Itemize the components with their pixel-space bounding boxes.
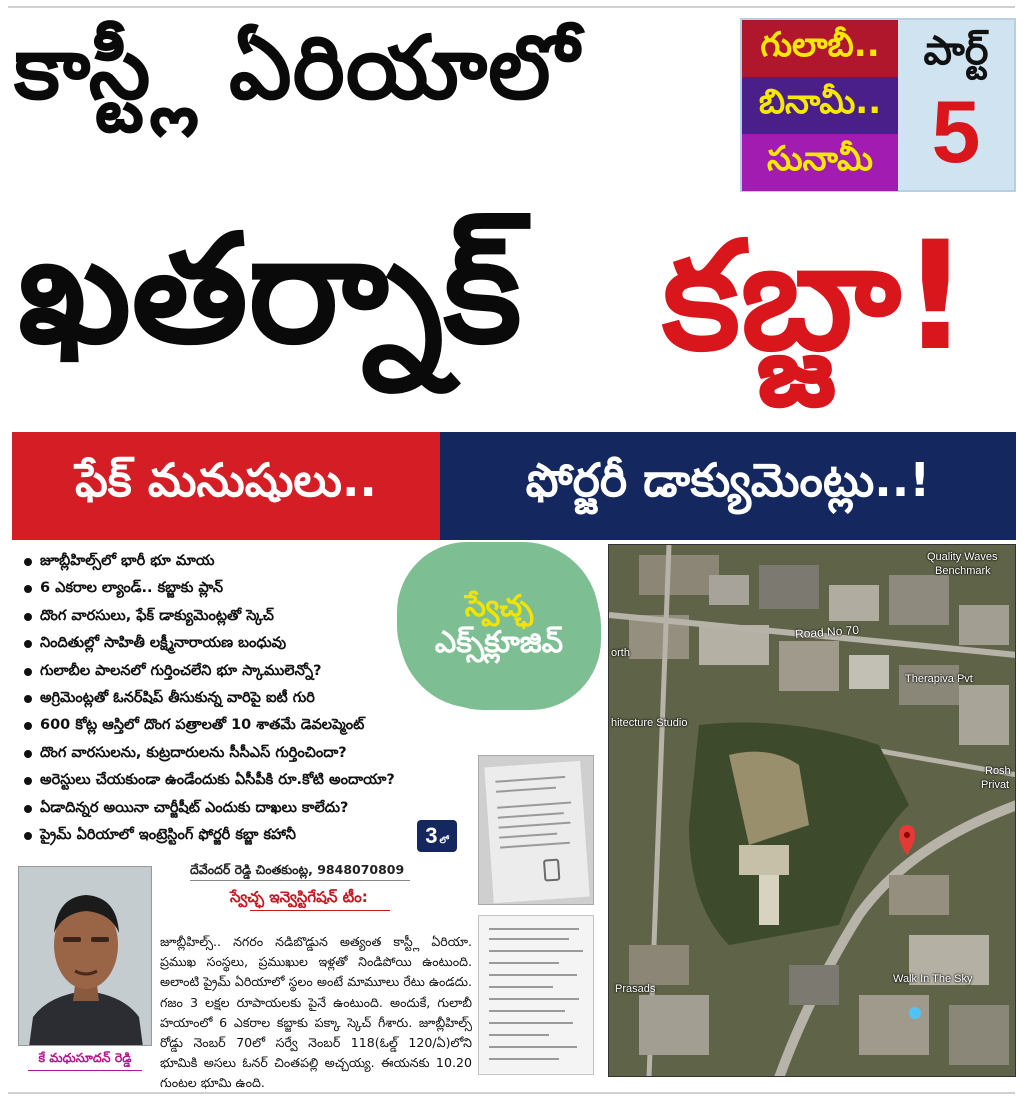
part-box bbox=[898, 20, 1014, 190]
doc-line bbox=[497, 802, 571, 809]
doc-line bbox=[489, 1034, 549, 1036]
badge-line1: స్వేచ్ఛ bbox=[464, 589, 534, 624]
person-portrait bbox=[19, 867, 152, 1046]
map-label-privat: Privat bbox=[981, 779, 1010, 791]
bottom-rule bbox=[8, 1092, 1015, 1094]
document-image-2 bbox=[478, 915, 594, 1075]
document-image-1 bbox=[478, 755, 594, 905]
list-item: నిందితుల్లో సాహితీ లక్ష్మీనారాయణ బంధువు bbox=[22, 630, 492, 657]
doc-line bbox=[489, 962, 559, 964]
page-reference bbox=[417, 820, 457, 852]
byline-rule bbox=[190, 880, 410, 881]
map-label-quality: Quality Waves bbox=[927, 551, 998, 563]
subhead-banner bbox=[12, 432, 1016, 540]
team-rule bbox=[250, 910, 390, 911]
doc-line bbox=[500, 842, 570, 849]
doc-line bbox=[489, 1058, 559, 1060]
doc-line bbox=[489, 1046, 577, 1048]
photo-caption-rule bbox=[28, 1070, 142, 1071]
top-rule bbox=[8, 6, 1015, 8]
page-ref-number: 3 bbox=[425, 823, 438, 848]
byline: దేవేందర్ రెడ్డి చింతకుంట్ల, 9848070809 bbox=[190, 862, 405, 877]
map-label-rosh: Rosh bbox=[985, 765, 1011, 777]
part-label: పార్ట్ bbox=[923, 28, 989, 74]
banner-right: ఫోర్జరీ డాక్యుమెంట్లు..! bbox=[440, 432, 1016, 540]
headline-main: ఖతర్నాక్ bbox=[18, 203, 522, 377]
doc-line bbox=[489, 938, 569, 940]
emblem-icon bbox=[543, 859, 560, 882]
doc-line bbox=[489, 1010, 565, 1012]
list-item: దొంగ వారసులను, కుట్రదారులను సీసీఎస్ గుర్తించిందా? bbox=[22, 740, 492, 767]
investigation-team-label: స్వేచ్ఛ ఇన్వెస్టిగేషన్ టీం: bbox=[230, 888, 368, 906]
list-item: ప్రైమ్ ఏరియాలో ఇంట్రెస్టింగ్ ఫోర్జరీ కబ్జా కహానీ bbox=[22, 822, 492, 849]
pool-icon bbox=[909, 1007, 921, 1019]
person-photo bbox=[18, 866, 152, 1046]
list-item: గులాబీల పాలనలో గుర్తించలేని భూ స్కాములెన్నో? bbox=[22, 658, 492, 685]
map-canvas bbox=[609, 545, 1016, 1077]
list-item: అరెస్టులు చేయకుండా ఉండేందుకు ఏసీపీకి రూ.కోటి అందాయా? bbox=[22, 767, 492, 794]
satellite-map bbox=[608, 544, 1016, 1077]
headline-main-red: కబ్జా! bbox=[662, 210, 970, 384]
list-item: 6 ఎకరాల ల్యాండ్.. కబ్జాకు ప్లాన్ bbox=[22, 575, 492, 602]
doc-line bbox=[489, 998, 579, 1000]
doc-line bbox=[499, 822, 571, 829]
doc-line bbox=[499, 833, 557, 839]
list-item: 600 కోట్ల ఆస్తిలో దొంగ పత్రాలతో 10 శాతమే డెవలప్మెంట్ bbox=[22, 712, 492, 739]
map-label-benchmark: Benchmark bbox=[935, 565, 991, 577]
series-box bbox=[740, 18, 1016, 192]
list-item: అగ్రిమెంట్లతో ఓనర్‌షిప్ తీసుకున్న వారిపై ఐటీ గురి bbox=[22, 685, 492, 712]
list-item: ఏడాదిన్నర అయినా చార్జీషీట్ ఎందుకు దాఖలు కాలేదు? bbox=[22, 795, 492, 822]
map-label-prasads: Prasads bbox=[615, 983, 656, 995]
photo-caption: కే మధుసూదన్ రెడ్డి bbox=[38, 1050, 132, 1065]
list-item: జూబ్లీహిల్స్‌లో భారీ భూ మాయ bbox=[22, 548, 492, 575]
headline-kicker: కాస్ట్లీ ఏరియాలో bbox=[14, 16, 580, 119]
doc-line bbox=[489, 928, 579, 930]
exclusive-badge bbox=[403, 546, 595, 704]
list-item: దొంగ వారసులు, ఫేక్ డాక్యుమెంట్లతో స్కెచ్ bbox=[22, 603, 492, 630]
doc-line bbox=[489, 974, 577, 976]
page-ref-suffix: లో bbox=[439, 834, 449, 845]
doc-line bbox=[496, 787, 556, 793]
article-body: జూబ్లీహిల్స్.. నగరం నడిబొడ్డున అత్యంత కాస్ట్లీ ఏరియా. ప్రముఖ సంస్థలు, ప్రముఖుల ఇళ్లతో నిండిపోయి ఉంటుంది. అలాంటి ప్రైమ్ ఏరియాలో స్థలం అంటే మామూలు రేటు ఉండదు. గజం 3 లక్షల రూపాయలకు పైనే ఉంటుంది. అందుకే, గులాబీ హయాంలో 6 ఎకరాల కబ్జాకు పక్కా స్కెచ్ గీశారు. జూబ్లీహిల్స్ రోడ్డు నెంబర్ 70లో సర్వే నెంబర్ 118(ఓల్డ్ 120/ఏ)లోని భూమికి అసలు ఓనర్ చింతపల్లి అచ్చయ్య. ఈయనకు 10.20 గుంటల భూమి ఉంది. bbox=[160, 934, 472, 1091]
doc-line bbox=[495, 776, 565, 783]
series-row-sunami: సునామీ bbox=[742, 134, 898, 191]
part-number: 5 bbox=[931, 82, 981, 181]
map-label-walk: Walk In The Sky bbox=[893, 973, 973, 985]
doc-line bbox=[489, 986, 553, 988]
map-label-orth: orth bbox=[611, 647, 630, 659]
doc-line bbox=[489, 1022, 573, 1024]
doc-line bbox=[498, 812, 564, 819]
map-label-studio: hitecture Studio bbox=[611, 717, 688, 729]
badge-line2: ఎక్స్‌క్లూజివ్ bbox=[434, 625, 564, 660]
series-row-binami: బినామీ.. bbox=[742, 77, 898, 134]
banner-left: ఫేక్ మనుషులు.. bbox=[12, 432, 440, 540]
map-label-therapiva: Therapiva Pvt bbox=[905, 673, 973, 685]
doc-line bbox=[489, 950, 583, 952]
map-label-road: Road No 70 bbox=[794, 622, 860, 642]
series-row-gulabi: గులాబీ.. bbox=[742, 20, 898, 77]
document-paper bbox=[484, 761, 589, 903]
